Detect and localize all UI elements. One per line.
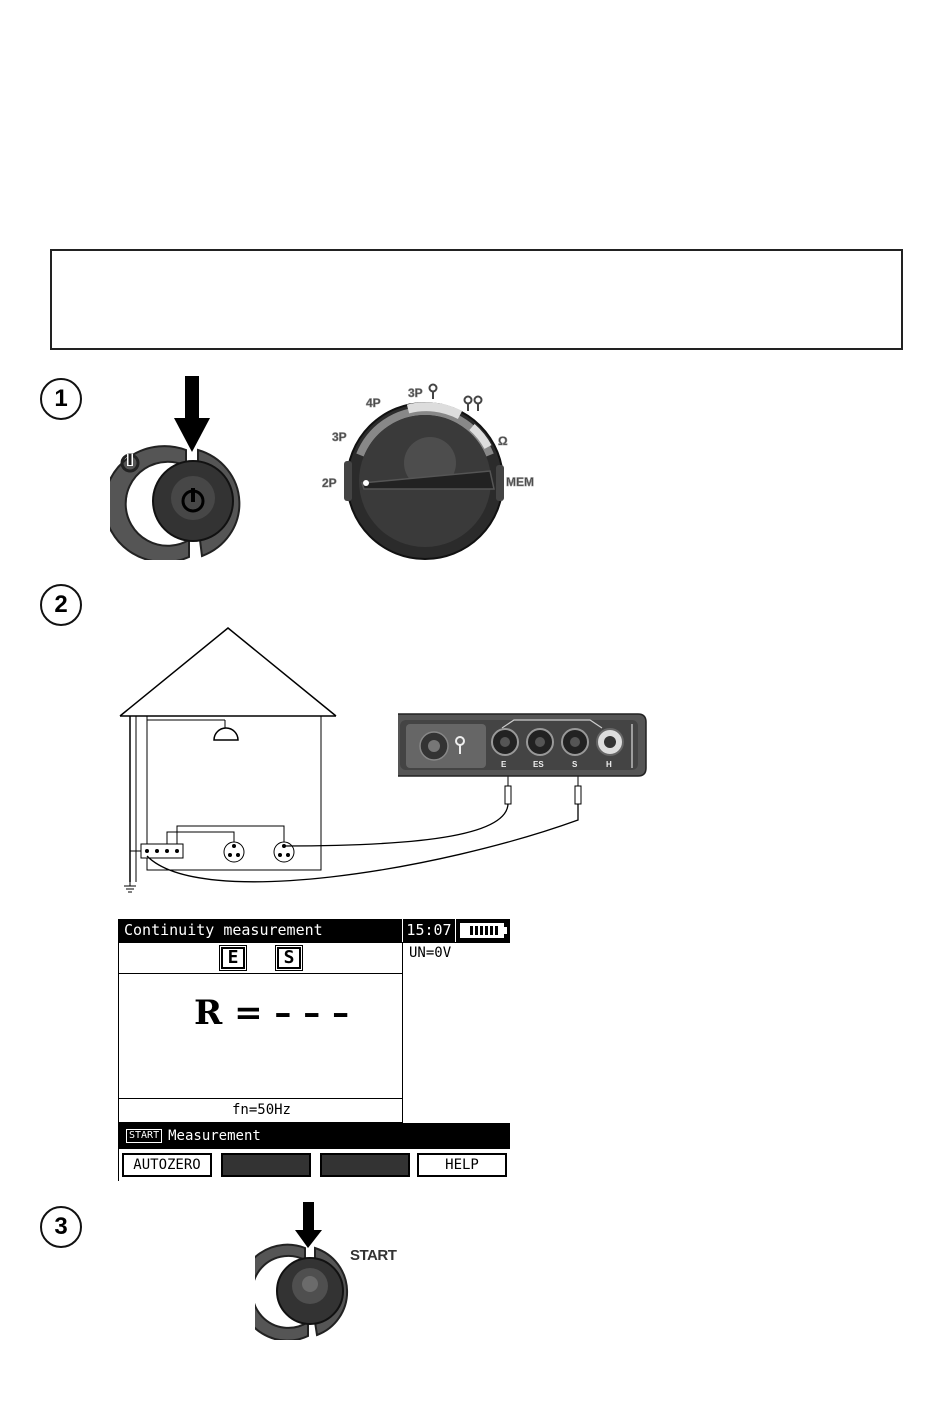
wiring-diagram: [110, 620, 655, 895]
softkey-3[interactable]: [320, 1153, 410, 1177]
dial-label-mem: MEM: [506, 475, 534, 489]
lcd-screen: [118, 919, 510, 1181]
two-clamps-icon: [465, 397, 482, 412]
battery-icon: [456, 919, 510, 942]
step-2-badge: 2: [40, 584, 82, 626]
lcd-main-panel: [118, 942, 403, 1123]
socket-label-es: ES: [533, 760, 544, 769]
lcd-message-text: Measurement: [168, 1128, 261, 1144]
socket-label-s: S: [572, 760, 578, 769]
help-softkey[interactable]: HELP: [417, 1153, 507, 1177]
lamp-icon: [147, 720, 238, 740]
start-button-illustration[interactable]: [255, 1200, 415, 1340]
softkey-2[interactable]: [221, 1153, 311, 1177]
voltage-readout: UN=0V: [409, 945, 452, 961]
step-3-badge: 3: [40, 1206, 82, 1248]
terminal-e-indicator: E: [221, 947, 245, 969]
resistance-result: R = – – –: [194, 993, 350, 1033]
rotary-switch-illustration[interactable]: [320, 375, 550, 560]
meter-socket-panel: [398, 714, 646, 776]
step-1-badge: 1: [40, 378, 82, 420]
terminal-s-indicator: S: [277, 947, 301, 969]
ground-icon: [124, 882, 136, 892]
socket-label-e: E: [501, 760, 507, 769]
socket-outlet-1: [224, 842, 244, 862]
terminal-strip: [130, 844, 183, 858]
autozero-softkey[interactable]: AUTOZERO: [122, 1153, 212, 1177]
dial-label-3p: 3P: [332, 430, 347, 444]
socket-label-h: H: [606, 760, 612, 769]
dial-label-3p-clamp: 3P: [408, 386, 423, 400]
lcd-title: Continuity measurement: [118, 919, 402, 942]
lcd-message-bar: [118, 1123, 510, 1149]
dial-label-4p: 4P: [366, 396, 381, 410]
lcd-clock: 15:07: [403, 919, 455, 942]
start-button-label: START: [350, 1247, 397, 1264]
lcd-side-panel: [403, 942, 510, 1123]
socket-outlet-2: [274, 842, 294, 862]
dial-label-ohm: Ω: [498, 434, 508, 448]
power-button-illustration[interactable]: [110, 370, 260, 560]
clamp-icon: [430, 385, 437, 400]
note-box: [50, 249, 903, 350]
frequency-readout: fn=50Hz: [231, 1102, 291, 1118]
start-key-hint: START: [126, 1129, 162, 1143]
dial-label-2p: 2P: [322, 476, 337, 490]
